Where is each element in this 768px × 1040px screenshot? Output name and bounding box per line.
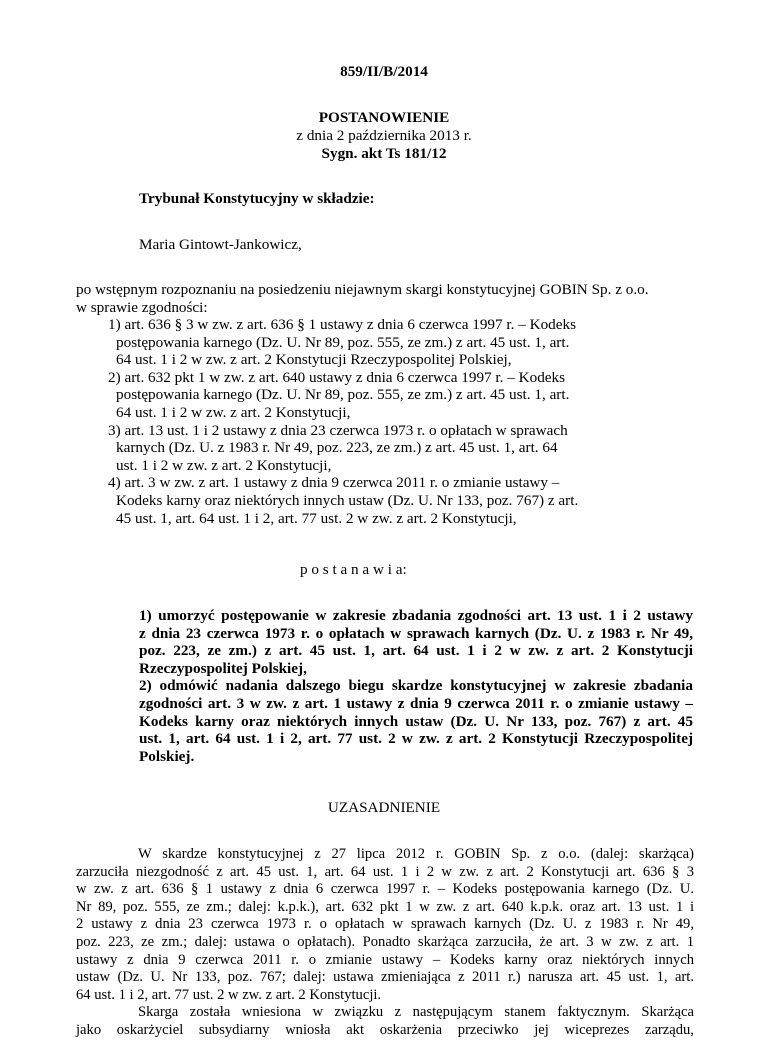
text-line: ust. 1 i 2 w zw. z art. 2 Konstytucji, (116, 456, 332, 474)
text-line: 4) art. 3 w zw. z art. 1 ustawy z dnia 9 czerwca 2011 r. o zmianie ustawy – (108, 474, 560, 492)
text-line: Kodeks karny oraz niektórych innych ustaw (Dz. U. Nr 133, poz. 767) z art. (116, 491, 579, 509)
text-line: jako oskarżyciel subsydiarny wniosła akt oskarżenia przeciwko jej wiceprezes zarządu, (76, 1021, 694, 1038)
list-item (0, 369, 768, 422)
text-line: w zw. z art. 636 § 1 ustawy z dnia 6 czerwca 1997 r. – Kodeks postępowania karnego (Dz. U. (76, 881, 694, 898)
composition-label: Trybunał Konstytucyjny w składzie: (139, 190, 375, 207)
document-date: z dnia 2 października 2013 r. (296, 127, 472, 144)
list-item (0, 422, 768, 475)
text-line: z dnia 23 czerwca 1973 r. o opłatach w sprawach karnych (Dz. U. z 1983 r. Nr 49, (139, 624, 693, 642)
justification-heading: UZASADNIENIE (327, 799, 441, 816)
list-item (0, 474, 768, 527)
text-line: Polskiej. (139, 747, 195, 765)
text-line: W skardze konstytucyjnej z 27 lipca 2012 r. GOBIN Sp. z o.o. (dalej: skarżąca) (138, 846, 694, 862)
text-line: ust. 1, art. 64 ust. 1 i 2, art. 77 ust. 2 w zw. z art. 2 Konstytucji Rzeczypospolitej (139, 730, 693, 748)
judge-name: Maria Gintowt-Jankowicz, (139, 236, 302, 253)
text-line: Kodeks karny oraz niektórych innych ustaw (Dz. U. Nr 133, poz. 767) z art. 45 (139, 712, 693, 730)
text-line: w sprawie zgodności: (76, 298, 208, 316)
text-line: 1) umorzyć postępowanie w zakresie zbadania zgodności art. 13 ust. 1 i 2 ustawy (139, 607, 693, 624)
case-signature: Sygn. akt Ts 181/12 (321, 145, 447, 162)
text-line: 64 ust. 1 i 2 w zw. z art. 2 Konstytucji, (116, 403, 351, 421)
document-title: POSTANOWIENIE (318, 109, 450, 126)
document-reference: 859/II/B/2014 (340, 63, 428, 80)
text-line: Nr 89, poz. 555, ze zm.; dalej: k.p.k.), art. 632 pkt 1 w zw. z art. 640 k.p.k. oraz art. 13 ust. 1 i (76, 898, 694, 915)
contested-provisions-list (0, 316, 768, 527)
text-line: 45 ust. 1, art. 64 ust. 1 i 2, art. 77 ust. 2 w zw. z art. 2 Konstytucji, (116, 509, 517, 527)
text-line: 2 ustawy z dnia 23 czerwca 1973 r. o opłatach w sprawach karnych (Dz. U. z 1983 r. Nr 49, (76, 916, 694, 933)
text-line: 1) art. 636 § 3 w zw. z art. 636 § 1 ustawy z dnia 6 czerwca 1997 r. – Kodeks (108, 316, 577, 333)
decision-block (139, 607, 693, 765)
text-line: 64 ust. 1 i 2 w zw. z art. 2 Konstytucji Rzeczypospolitej Polskiej, (116, 351, 512, 369)
text-line: poz. 223, ze zm.; dalej: ustawa o opłatach). Ponadto skarżąca zarzuciła, że art. 3 w zw. z art. 1 (76, 933, 694, 950)
list-item (0, 316, 768, 369)
text-line: Skarga została wniesiona w związku z następującym stanem faktycznym. Skarżąca (138, 1004, 694, 1021)
text-line: postępowania karnego (Dz. U. Nr 89, poz. 555, ze zm.) z art. 45 ust. 1, art. (116, 386, 570, 404)
text-line: 2) art. 632 pkt 1 w zw. z art. 640 ustawy z dnia 6 czerwca 1997 r. – Kodeks (108, 368, 566, 386)
resolves-heading: p o s t a n a w i a: (300, 561, 407, 578)
text-line: poz. 223, ze zm.) z art. 45 ust. 1, art. 64 ust. 1 i 2 w zw. z art. 2 Konstytucji (139, 642, 693, 660)
text-line: zarzuciła niezgodność z art. 45 ust. 1, art. 64 ust. 1 i 2 w zw. z art. 2 Konstytucji art. 636 § 3 (76, 863, 694, 880)
text-line: 2) odmówić nadania dalszego biegu skardze konstytucyjnej w zakresie zbadania (139, 677, 693, 695)
text-line: zgodności art. 3 w zw. z art. 1 ustawy z dnia 9 czerwca 2011 r. o zmianie ustawy – (139, 694, 693, 712)
text-line: 3) art. 13 ust. 1 i 2 ustawy z dnia 23 czerwca 1973 r. o opłatach w sprawach (108, 421, 568, 439)
text-line: karnych (Dz. U. z 1983 r. Nr 49, poz. 223, ze zm.) z art. 45 ust. 1, art. 64 (116, 439, 558, 457)
justification-paragraph (76, 846, 694, 1040)
text-line: Rzeczypospolitej Polskiej, (139, 659, 307, 677)
text-line: postępowania karnego (Dz. U. Nr 89, poz. 555, ze zm.) z art. 45 ust. 1, art. (116, 333, 570, 351)
text-line: ustawy z dnia 9 czerwca 2011 r. o zmianie ustawy – Kodeks karny oraz niektórych innych (76, 951, 694, 968)
intro-paragraph (76, 281, 694, 316)
text-line: 64 ust. 1 i 2, art. 77 ust. 2 w zw. z art. 2 Konstytucji. (76, 986, 382, 1003)
text-line: po wstępnym rozpoznaniu na posiedzeniu niejawnym skargi konstytucyjnej GOBIN Sp. z o.o. (76, 281, 649, 298)
text-line: ustaw (Dz. U. Nr 133, poz. 767; dalej: ustawa zmieniająca z 2011 r.) narusza art. 45 ust. 1, art. (76, 969, 694, 986)
